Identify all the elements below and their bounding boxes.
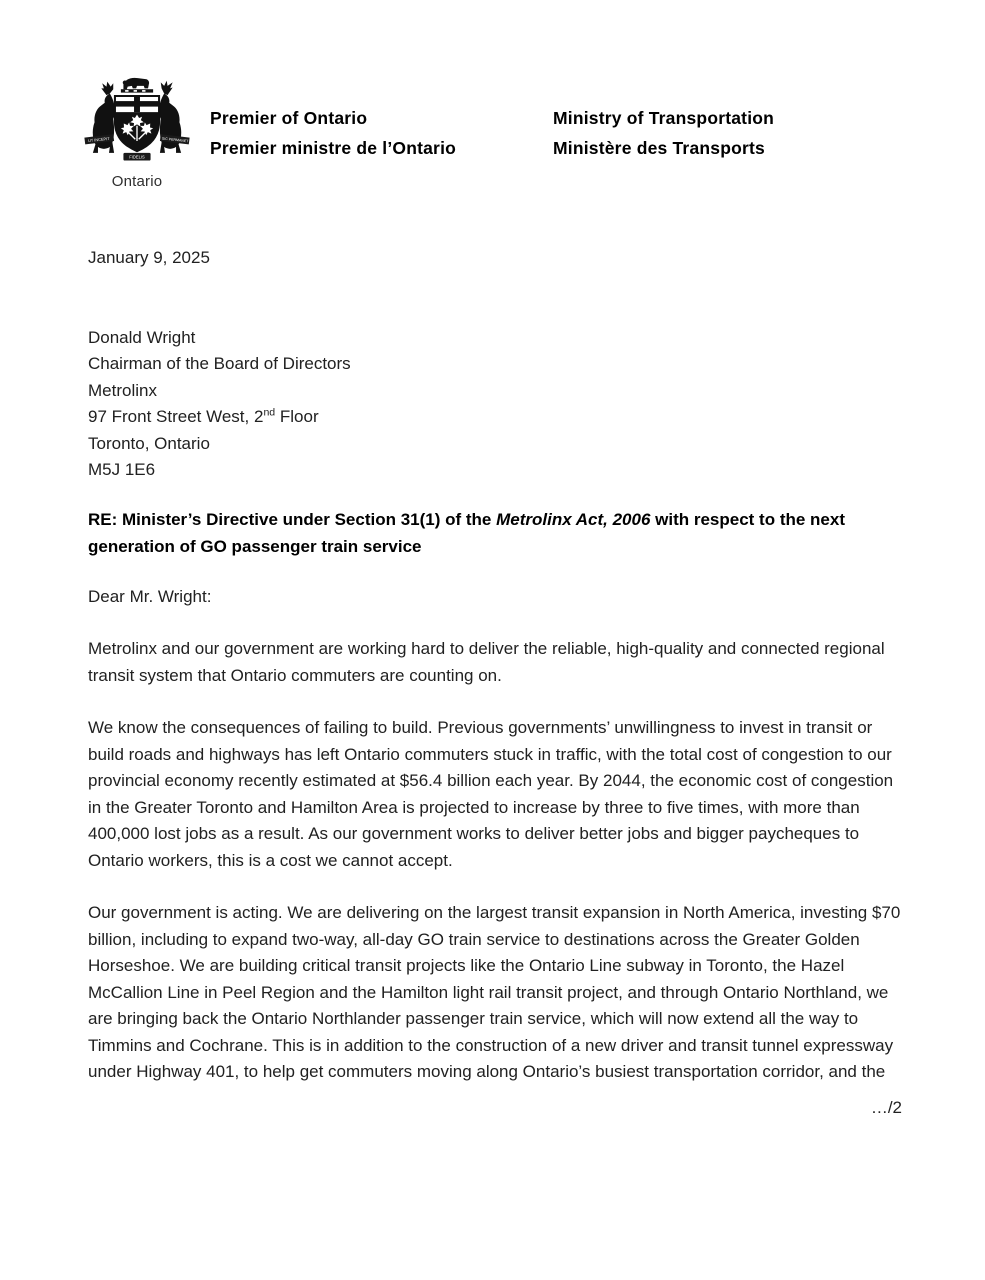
body-paragraph-1: Metrolinx and our government are working hard to deliver the reliable, high-quality and connected regional transit system that Ontario commuters are counting on.	[88, 639, 885, 685]
recipient-city: Toronto, Ontario	[88, 433, 210, 453]
motto-left-text: UT INCEPIT	[87, 135, 110, 144]
street-suffix: Floor	[275, 407, 319, 426]
recipient-street-address	[88, 404, 902, 431]
recipient-name: Donald Wright	[88, 327, 196, 347]
subject-suffix: with respect to the next generation of GO passenger train service	[88, 509, 845, 556]
subject-line	[88, 506, 902, 560]
motto-right-text: SIC PERMANET	[161, 136, 189, 144]
recipient-title: Chairman of the Board of Directors	[88, 354, 351, 373]
motto-bottom-text: FIDELIS	[129, 154, 145, 160]
letter-date: January 9, 2025	[88, 248, 210, 267]
ministry-title-fr: Ministère des Transports	[553, 138, 765, 158]
recipient-postal-code: M5J 1E6	[88, 460, 156, 479]
subject-prefix: RE: Minister’s Directive under Section 31(1) of the	[88, 509, 497, 529]
premier-title-en: Premier of Ontario	[210, 108, 368, 128]
body-paragraph-3: Our government is acting. We are delivering on the largest transit expansion in North America, investing $70 billion, including to expand two-way, all-day GO train service to destinations across the Greater Golden Horseshoe. We are building critical transit projects like the Ontario Line subway in Toronto, the Hazel McCallion Line in Peel Region and the Hamilton light rail transit project, and through Ontario Northland, we are bringing back the Ontario Northlander passenger train service, which will now extend all the way to Timmins and Cochrane. This is in addition to the construction of a new driver and transit tunnel expressway under Highway 401, to help get commuters moving along Ontario’s busiest transportation corridor, and the	[88, 903, 901, 1081]
page-indicator: …/2	[870, 1097, 902, 1117]
premier-title-fr: Premier ministre de l’Ontario	[210, 138, 457, 158]
recipient-address-block	[88, 325, 902, 484]
logo-caption: Ontario	[111, 173, 163, 190]
ministry-title-en: Ministry of Transportation	[553, 108, 775, 128]
street-prefix: 97 Front Street West, 2	[88, 407, 264, 426]
salutation: Dear Mr. Wright:	[88, 586, 212, 606]
body-paragraph-2: We know the consequences of failing to build. Previous governments’ unwillingness to invest in transit or build roads and highways has left Ontario commuters stuck in traffic, with the total cost of congestion to our provincial economy recently estimated at $56.4 billion each year. By 2044, the economic cost of congestion in the Greater Toronto and Hamilton Area is projected to increase by three to five times, with more than 400,000 lost jobs as a result. As our government works to deliver better jobs and bigger paycheques to Ontario workers, this is a cost we cannot accept.	[88, 718, 894, 870]
street-ordinal: nd	[263, 406, 276, 419]
recipient-organization: Metrolinx	[88, 380, 157, 400]
letter-body	[88, 0, 902, 1121]
act-name-italic: Metrolinx Act, 2006	[496, 509, 651, 529]
